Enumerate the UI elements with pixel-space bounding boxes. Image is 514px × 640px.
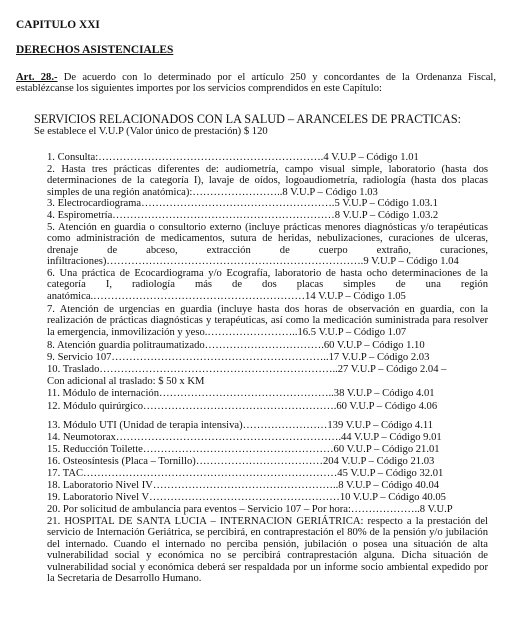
item-10-additional: Con adicional al traslado: $ 50 x KM: [47, 376, 205, 387]
item-20: 20. Por solicitud de ambulancia para eventos – Servicio 107 – Por hora:………………..8 V.U.P: [47, 504, 453, 515]
item-14: 14. Neumotorax……………………………………………………….44 V.U.P – Código 9.01: [47, 432, 442, 443]
item-18: 18. Laboratorio Nivel IV……………………………………………..8 V.U.P – Código 40.04: [47, 480, 440, 491]
item-16: 16. Osteosíntesis (Placa – Tornillo)………………………………204 V.U.P – Código 21.03: [47, 456, 435, 467]
item-12: 12. Módulo quirúrgico……………………………………………….60 V.U.P – Código 4.06: [47, 401, 438, 412]
item-8: 8. Atención guardia politraumatizado…………………………….60 V.U.P – Código 1.10: [47, 340, 425, 351]
vup-line: Se establece el V.U.P (Valor único de prestación) $ 120: [34, 126, 268, 137]
item-1: 1. Consulta:……………………………………………………….4 V.U.P – Código 1.01: [47, 152, 419, 163]
item-3: 3. Electrocardiograma……………………………………………….5 V.U.P – Código 1.03.1: [47, 198, 438, 209]
item-4: 4. Espirometría………………………………………………………8 V.U.P – Código 1.03.2: [47, 210, 439, 221]
item-5: 5. Atención en guardia o consultorio externo (incluye prácticas menores diagnósticas y/o terapéuticas como administración de medicamentos, sutura de heridas, nebulizaciones, curaciones de ulceras, drenaje de abceso, extracción de cuerpo extraño, curaciones, infiltraciones)……………………………………………………………….9 V.U.P – Código 1.04: [47, 222, 488, 268]
article-text: De acuerdo con lo determinado por el artículo 250 y concordantes de la Ordenanza Fiscal, establézcanse los siguientes importes por los servicios comprendidos en este Capítulo:: [16, 72, 496, 95]
item-2: 2. Hasta tres prácticas diferentes de: audiometría, campo visual simple, laboratorio (hasta dos determinaciones de la categoría I), lavaje de oídos, logoaudiometría, radiología (hasta dos placas simples de una región anatómica):……………………..8 V.U.P – Código 1.03: [47, 164, 488, 198]
section-title: DERECHOS ASISTENCIALES: [16, 44, 174, 56]
article-label: Art. 28.-: [16, 72, 58, 83]
item-9: 9. Servicio 107……………………………………………………..17 V.U.P – Código 2.03: [47, 352, 430, 363]
item-7: 7. Atención de urgencias en guardia (incluye hasta dos horas de observación en guardia, con la realización de prácticas diagnósticas y terapéuticas, así como la medicación suministrada para resolver la emergencia, inmovilización y yeso.……………………..16.5 V.U.P – Código 1.07: [47, 304, 488, 338]
item-6: 6. Una práctica de Ecocardiograma y/o Ecografía, laboratorio de hasta ocho determinaciones de la categoría I, radiología más de dos placas simples de una región anatómica.……………………………………………………14 V.U.P – Código 1.05: [47, 268, 488, 302]
item-21: 21. HOSPITAL DE SANTA LUCIA – INTERNACION GERIÁTRICA: respecto a la prestación del servicio de Internación Geriátrica, se percibirá, en contraprestación el 80% de la pensión y/o jubilación del internado. Cuando el internado no perciba pensión, jubilación o posea una situación de alta vulnerabilidad social y económica no se percibirá contraprestación alguna. Dicha situación de vulnerabilidad social y económica deberá ser respaldada por un informe socio ambiental expedido por la Secretaria de Desarrollo Humano.: [47, 516, 488, 585]
article-paragraph: [16, 72, 496, 95]
chapter-title: CAPITULO XXI: [16, 19, 100, 31]
item-13: 13. Módulo UTI (Unidad de terapia intensiva)……………………139 V.U.P – Código 4.11: [47, 420, 434, 431]
item-17: 17. TAC………………………………………………………………45 V.U.P – Código 32.01: [47, 468, 444, 479]
services-heading: SERVICIOS RELACIONADOS CON LA SALUD – ARANCELES DE PRACTICAS:: [34, 112, 461, 126]
item-19: 19. Laboratorio Nivel V………………………………………………10 V.U.P – Código 40.05: [47, 492, 446, 503]
item-10: 10. Traslado…………………………………………………………..27 V.U.P – Código 2.04 –: [47, 364, 447, 375]
item-15: 15. Reducción Toilette………………………………………………60 V.U.P – Código 21.01: [47, 444, 440, 455]
item-11: 11. Módulo de internación…………………………………………..38 V.U.P – Código 4.01: [47, 388, 435, 399]
